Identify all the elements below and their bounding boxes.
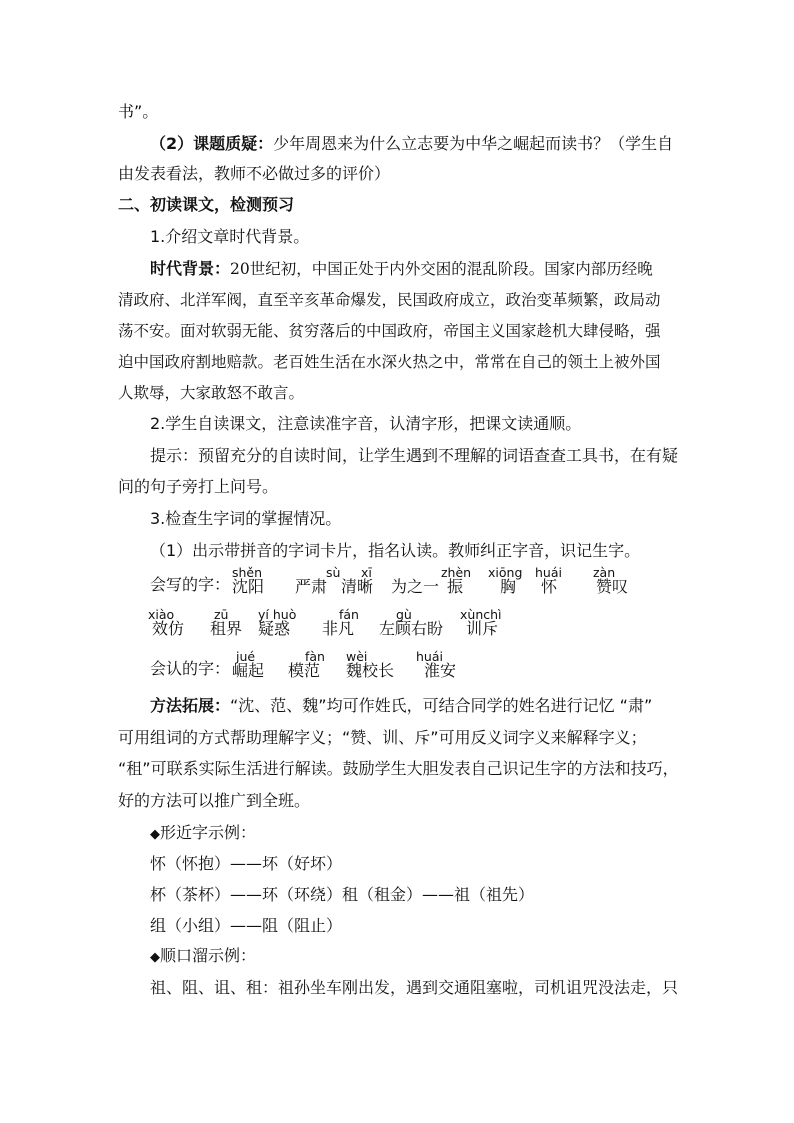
vocab-word: 模范	[288, 661, 321, 680]
pinyin: shěn	[232, 565, 263, 580]
rhyme-text: 祖孙坐车刚出发，遇到交通阻塞啦，司机诅咒没法走，只	[278, 978, 679, 997]
pinyin: fán	[339, 607, 359, 622]
similar-example-1: 怀（怀抱）——坏（好坏）	[150, 854, 343, 873]
rhyme-line	[150, 976, 678, 1000]
section-heading: 二、初读课文，检测预习	[118, 195, 295, 214]
diamond-bullet-icon: ◆	[150, 827, 160, 842]
item-2: 2.学生自读课文，注意读准字音，认清字形，把课文读通顺。	[150, 414, 582, 433]
vocab-word: 赞叹	[596, 577, 629, 596]
vocab-word: 左顾右盼	[379, 619, 444, 638]
pinyin: wèi	[346, 649, 368, 664]
vocab-word: 非凡	[322, 619, 355, 638]
write-label: 会写的字：	[150, 575, 231, 594]
pinyin: xī	[361, 565, 372, 580]
pinyin: zhèn	[441, 565, 472, 580]
pinyin: zàn	[593, 565, 616, 580]
diamond-bullet-icon: ◆	[150, 950, 160, 965]
vocab-word: 为之一	[391, 577, 440, 596]
similar-example-2: 杯（茶杯）——环（环绕）租（租金）——祖（祖先）	[150, 885, 535, 904]
method-line-1	[150, 694, 652, 718]
pinyin: xiào	[148, 607, 175, 622]
pinyin: fàn	[305, 649, 325, 664]
vocab-word: 崛起	[232, 661, 265, 680]
pinyin: gù	[396, 607, 412, 622]
pinyin: xùnchì	[460, 607, 502, 622]
rhyme-label: 祖、阻、诅、租：	[150, 978, 279, 997]
vocab-word: 租界	[210, 619, 243, 638]
background-line-3: 荡不安。面对软弱无能、贫穷落后的中国政府，帝国主义国家趁机大肆侵略，强	[118, 322, 661, 340]
vocab-word: 振	[447, 577, 464, 596]
vocab-word: 清晰	[341, 577, 374, 596]
similar-example-3: 组（小组）——阻（阻止）	[150, 916, 343, 935]
vocab-word: 训斥	[466, 619, 499, 638]
method-line-3: “租”可联系实际生活进行解读。鼓励学生大胆发表自己识记生字的方法和技巧，	[118, 759, 679, 778]
similar-heading-text: 形近字示例：	[160, 823, 257, 842]
pinyin: huái	[535, 565, 562, 580]
question-label: （2）课题质疑：	[150, 134, 274, 153]
background-line-1	[150, 257, 653, 281]
vocab-word: 沈阳	[232, 577, 265, 596]
item-3: 3.检查生字词的掌握情况。	[150, 509, 342, 528]
rhyme-heading	[150, 944, 256, 970]
background-label: 时代背景：	[150, 259, 231, 278]
method-line-2: 可用组词的方式帮助理解字义；“赞、训、斥”可用反义词字义来解释字义；	[118, 728, 647, 747]
vocab-word: 效仿	[152, 619, 185, 638]
tip-line-1: 提示：预留充分的自读时间，让学生遇到不理解的词语查查工具书，在有疑	[150, 446, 679, 465]
sub-item-1: （1）出示带拼音的字词卡片，指名认读。教师纠正字音，识记生字。	[150, 541, 641, 560]
tip-line-2: 问的句子旁打上问号。	[118, 477, 279, 496]
method-text: “沈、范、魏”均可作姓氏，可结合同学的姓名进行记忆 “肃”	[230, 696, 653, 715]
rhyme-heading-text: 顺口溜示例：	[160, 946, 257, 965]
method-label: 方法拓展：	[150, 696, 231, 715]
read-label: 会认的字：	[150, 659, 231, 678]
paragraph-tail: 书”。	[118, 102, 159, 121]
vocab-word: 淮安	[424, 661, 457, 680]
pinyin: jué	[236, 649, 256, 664]
background-line-5: 人欺辱，大家敢怒不敢言。	[118, 384, 305, 402]
question-line-2: 由发表看法，教师不必做过多的评价）	[118, 164, 391, 183]
vocab-word: 胸	[500, 577, 517, 596]
pinyin: xiōng	[488, 565, 523, 580]
background-text: 20世纪初，中国正处于内外交困的混乱阶段。国家内部历经晚	[230, 260, 653, 278]
question-line	[150, 132, 673, 156]
vocab-word: 疑惑	[258, 619, 291, 638]
similar-heading	[150, 821, 256, 847]
vocab-word: 严肃	[295, 577, 328, 596]
question-text: 少年周恩来为什么立志要为中华之崛起而读书？（学生自	[273, 134, 674, 153]
item-1: 1.介绍文章时代背景。	[150, 227, 310, 246]
pinyin: yí huò	[258, 607, 297, 622]
background-line-4: 迫中国政府割地赔款。老百姓生活在水深火热之中，常常在自己的领土上被外国	[118, 353, 661, 371]
background-line-2: 清政府、北洋军阀，直至辛亥革命爆发，民国政府成立，政治变革频繁，政局动	[118, 291, 661, 309]
pinyin: sù	[326, 565, 341, 580]
pinyin: huái	[416, 649, 443, 664]
pinyin: zū	[214, 607, 229, 622]
vocab-word: 魏校长	[346, 661, 395, 680]
method-line-4: 好的方法可以推广到全班。	[118, 791, 311, 810]
vocab-word: 怀	[541, 577, 558, 596]
